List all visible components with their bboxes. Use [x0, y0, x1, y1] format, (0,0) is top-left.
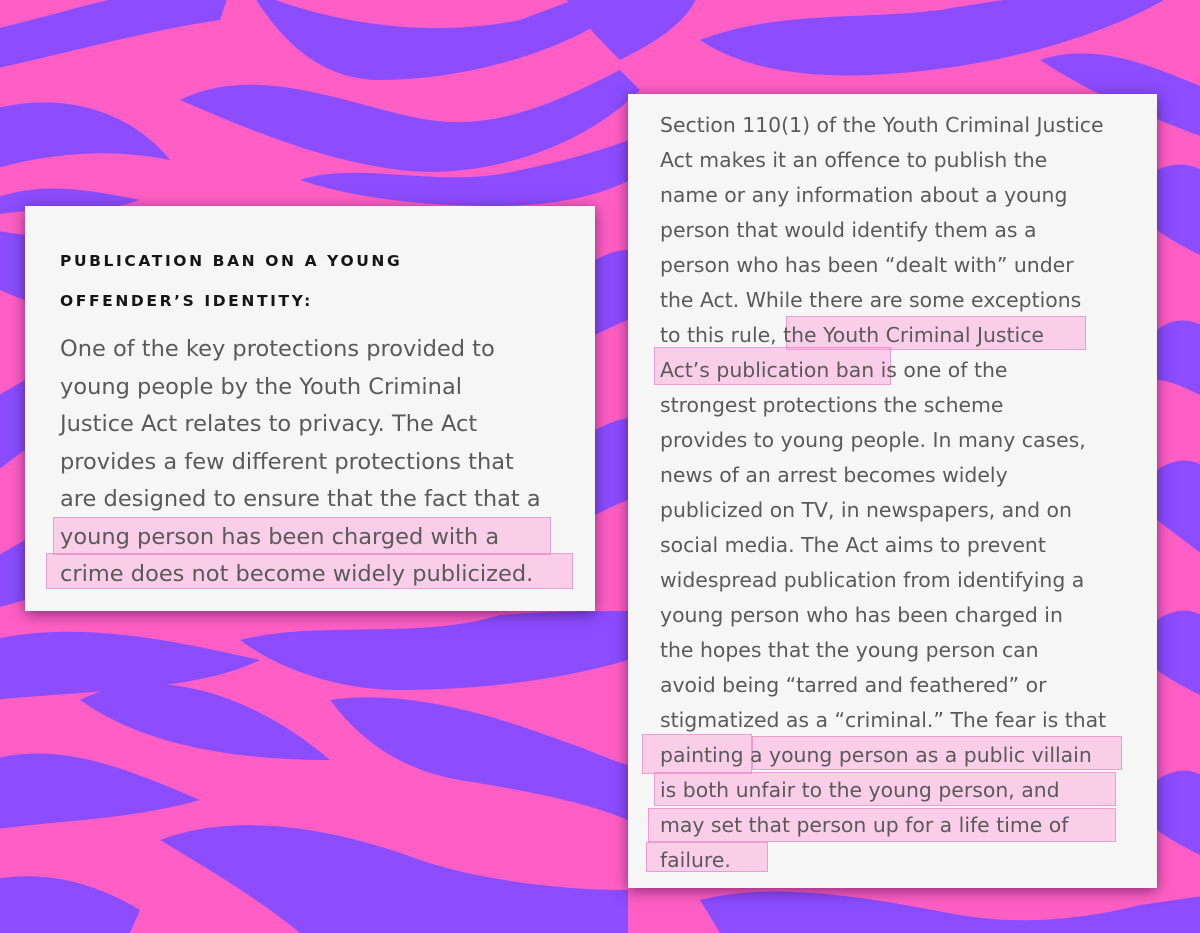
- heading-line: OFFENDER’S IDENTITY:: [60, 292, 313, 310]
- body-line: failure.: [660, 848, 731, 872]
- body-line: strongest protections the scheme: [660, 393, 1004, 417]
- body-line: Section 110(1) of the Youth Criminal Justice: [660, 113, 1104, 137]
- body-line: provides to young people. In many cases,: [660, 428, 1086, 452]
- left-card-heading: [60, 241, 560, 321]
- body-line: social media. The Act aims to prevent: [660, 533, 1046, 557]
- left-card-body: [60, 331, 541, 594]
- body-line: widespread publication from identifying a: [660, 568, 1085, 592]
- heading-line: PUBLICATION BAN ON A YOUNG: [60, 252, 403, 270]
- body-line: the Act. While there are some exceptions: [660, 288, 1082, 312]
- body-line: Act’s publication ban is one of the: [660, 358, 1008, 382]
- body-line: Justice Act relates to privacy. The Act: [60, 411, 478, 437]
- body-line: young person has been charged with a: [60, 523, 500, 550]
- body-line: young person who has been charged in: [660, 603, 1063, 627]
- right-card-body: [660, 108, 1106, 878]
- body-line: to this rule, the Youth Criminal Justice: [660, 323, 1044, 347]
- left-card: [25, 206, 595, 611]
- body-line: are designed to ensure that the fact that a: [60, 486, 541, 512]
- body-line: painting a young person as a public villain: [660, 743, 1092, 767]
- body-line: person who has been “dealt with” under: [660, 253, 1074, 277]
- body-line: Act makes it an offence to publish the: [660, 148, 1048, 172]
- right-card: [628, 94, 1157, 888]
- body-line: may set that person up for a life time of: [660, 813, 1069, 837]
- body-line: crime does not become widely publicized.: [60, 561, 534, 587]
- body-line: provides a few different protections that: [60, 448, 514, 475]
- body-line: person that would identify them as a: [660, 218, 1037, 242]
- body-line: young people by the Youth Criminal: [60, 373, 462, 400]
- body-line: news of an arrest becomes widely: [660, 463, 1008, 487]
- body-line: One of the key protections provided to: [60, 336, 495, 362]
- body-line: avoid being “tarred and feathered” or: [660, 673, 1047, 697]
- body-line: is both unfair to the young person, and: [660, 778, 1060, 802]
- body-line: the hopes that the young person can: [660, 638, 1039, 662]
- body-line: name or any information about a young: [660, 183, 1068, 207]
- body-line: publicized on TV, in newspapers, and on: [660, 498, 1072, 522]
- body-line: stigmatized as a “criminal.” The fear is that: [660, 708, 1107, 732]
